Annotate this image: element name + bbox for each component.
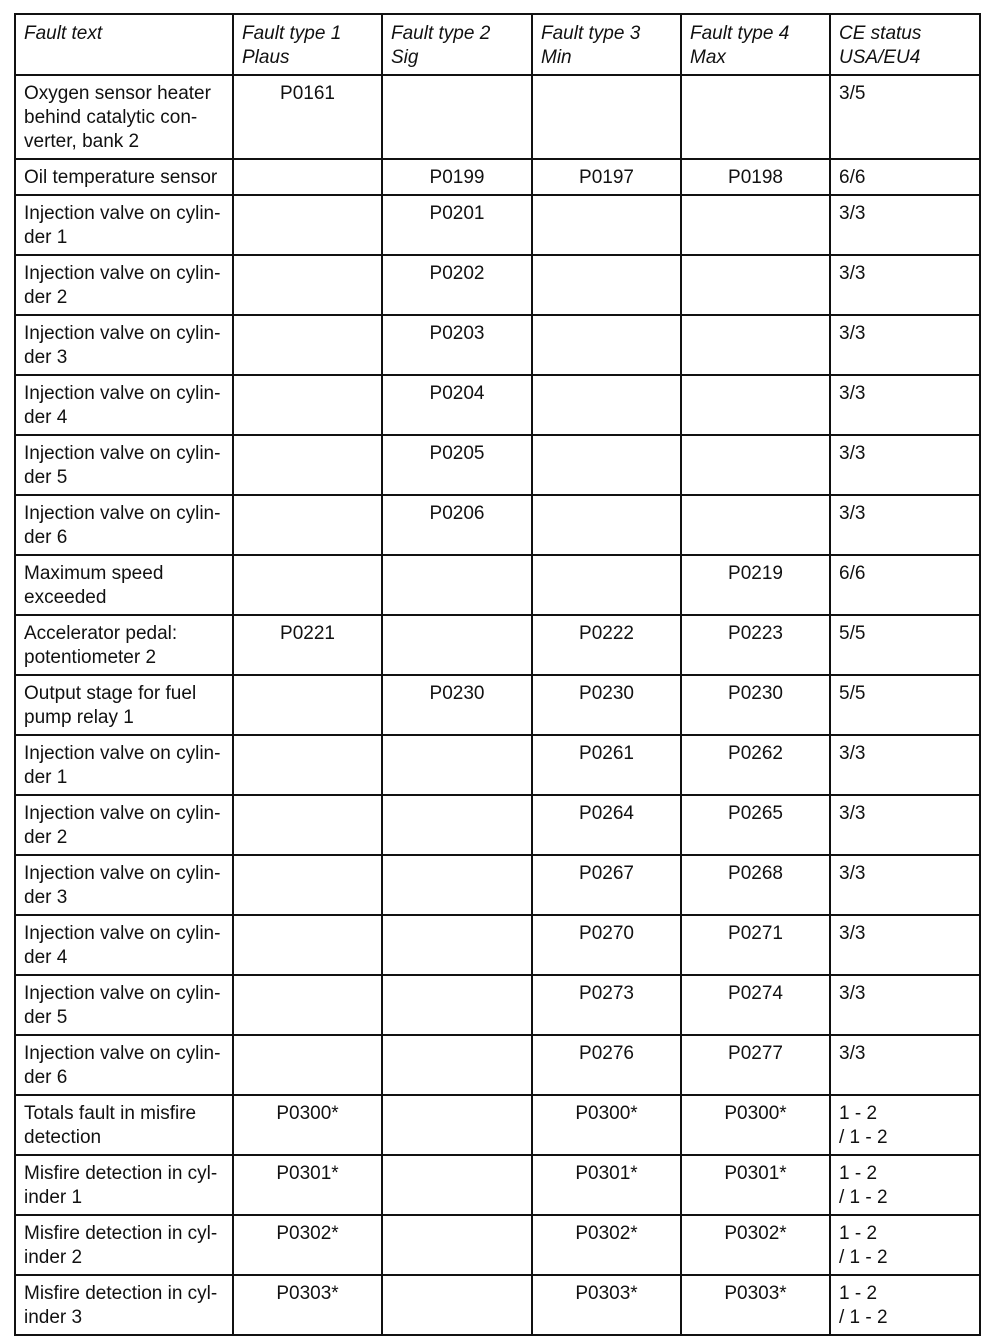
fault-text-cell [15, 555, 233, 615]
fault-text-line: Injection valve on cylin- [24, 983, 221, 1004]
ce-status-line: 3/3 [839, 803, 866, 824]
fault-code-plaus [233, 855, 382, 915]
table-row [15, 1095, 980, 1155]
ce-status-cell [830, 615, 980, 675]
fault-text-cell [15, 495, 233, 555]
fault-code-sig [382, 1035, 532, 1095]
fault-code-plaus: P0161 [233, 75, 382, 159]
ce-status-line: 3/3 [839, 263, 866, 284]
ce-status-cell [830, 1155, 980, 1215]
ce-status-line: 3/3 [839, 923, 866, 944]
fault-text-cell [15, 795, 233, 855]
fault-text-cell [15, 675, 233, 735]
fault-text-cell [15, 255, 233, 315]
fault-text-line: inder 2 [24, 1247, 83, 1268]
fault-text-cell [15, 915, 233, 975]
fault-code-min: P0276 [532, 1035, 681, 1095]
ce-status-line: 5/5 [839, 623, 866, 644]
ce-status-line: 6/6 [839, 563, 866, 584]
ce-status-cell [830, 675, 980, 735]
ce-status-line: / 1 - 2 [839, 1127, 888, 1148]
fault-text-line: der 2 [24, 287, 68, 308]
fault-code-max: P0230 [681, 675, 830, 735]
fault-code-max: P0198 [681, 159, 830, 195]
header-line: Fault type 3 [541, 23, 641, 44]
table-row [15, 1155, 980, 1215]
fault-text-line: Output stage for fuel [24, 683, 197, 704]
fault-code-plaus: P0221 [233, 615, 382, 675]
fault-text-line: Misfire detection in cyl- [24, 1283, 218, 1304]
table-row [15, 1275, 980, 1335]
ce-status-line: 1 - 2 [839, 1103, 878, 1124]
ce-status-cell [830, 795, 980, 855]
fault-text-cell [15, 735, 233, 795]
fault-code-plaus [233, 795, 382, 855]
fault-text-line: Injection valve on cylin- [24, 443, 221, 464]
table-row [15, 375, 980, 435]
fault-text-line: Injection valve on cylin- [24, 203, 221, 224]
fault-code-min: P0301* [532, 1155, 681, 1215]
fault-code-sig [382, 975, 532, 1035]
table-row [15, 75, 980, 159]
table-row [15, 1035, 980, 1095]
header-fault-type-1 [233, 14, 382, 75]
fault-code-max: P0268 [681, 855, 830, 915]
fault-text-cell [15, 1035, 233, 1095]
header-line: CE status [839, 23, 922, 44]
ce-status-cell [830, 255, 980, 315]
fault-text-line: Injection valve on cylin- [24, 743, 221, 764]
fault-text-line: detection [24, 1127, 102, 1148]
fault-code-plaus [233, 375, 382, 435]
table-body [15, 75, 980, 1335]
fault-code-min: P0273 [532, 975, 681, 1035]
table-row [15, 975, 980, 1035]
ce-status-line: / 1 - 2 [839, 1187, 888, 1208]
ce-status-cell [830, 915, 980, 975]
ce-status-cell [830, 435, 980, 495]
fault-code-sig [382, 1155, 532, 1215]
table-row [15, 795, 980, 855]
fault-code-min [532, 375, 681, 435]
header-subline: Sig [391, 47, 419, 68]
fault-code-sig [382, 1215, 532, 1275]
ce-status-line: 3/3 [839, 743, 866, 764]
fault-code-min: P0197 [532, 159, 681, 195]
fault-code-max: P0271 [681, 915, 830, 975]
fault-code-plaus [233, 495, 382, 555]
fault-text-line: der 4 [24, 947, 68, 968]
ce-status-cell [830, 315, 980, 375]
ce-status-cell [830, 195, 980, 255]
fault-text-line: Maximum speed [24, 563, 164, 584]
fault-text-line: der 5 [24, 1007, 68, 1028]
ce-status-cell [830, 735, 980, 795]
fault-code-plaus: P0303* [233, 1275, 382, 1335]
header-subline: USA/EU4 [839, 47, 921, 68]
fault-code-max: P0303* [681, 1275, 830, 1335]
fault-code-max [681, 255, 830, 315]
ce-status-cell [830, 1215, 980, 1275]
fault-code-plaus [233, 735, 382, 795]
fault-code-sig: P0205 [382, 435, 532, 495]
fault-code-min [532, 75, 681, 159]
ce-status-line: 5/5 [839, 683, 866, 704]
ce-status-line: / 1 - 2 [839, 1247, 888, 1268]
fault-code-sig: P0206 [382, 495, 532, 555]
fault-code-min: P0222 [532, 615, 681, 675]
fault-code-max: P0219 [681, 555, 830, 615]
fault-text-cell [15, 375, 233, 435]
fault-text-line: Injection valve on cylin- [24, 323, 221, 344]
fault-code-plaus [233, 915, 382, 975]
fault-code-sig: P0202 [382, 255, 532, 315]
fault-text-line: Misfire detection in cyl- [24, 1223, 218, 1244]
fault-code-min: P0302* [532, 1215, 681, 1275]
fault-code-min: P0261 [532, 735, 681, 795]
fault-text-line: potentiometer 2 [24, 647, 157, 668]
ce-status-line: 1 - 2 [839, 1223, 878, 1244]
fault-code-max: P0274 [681, 975, 830, 1035]
fault-code-plaus [233, 195, 382, 255]
header-line: Fault type 1 [242, 23, 342, 44]
ce-status-line: 3/3 [839, 323, 866, 344]
fault-code-sig [382, 795, 532, 855]
ce-status-cell [830, 555, 980, 615]
ce-status-cell [830, 159, 980, 195]
table-header-row [15, 14, 980, 75]
ce-status-line: 1 - 2 [839, 1163, 878, 1184]
fault-text-line: pump relay 1 [24, 707, 134, 728]
fault-code-min: P0300* [532, 1095, 681, 1155]
fault-code-max: P0301* [681, 1155, 830, 1215]
ce-status-line: 3/3 [839, 203, 866, 224]
fault-code-min [532, 435, 681, 495]
fault-text-line: verter, bank 2 [24, 131, 140, 152]
header-fault-type-4 [681, 14, 830, 75]
fault-text-line: inder 1 [24, 1187, 83, 1208]
fault-text-line: Injection valve on cylin- [24, 863, 221, 884]
ce-status-line: 3/5 [839, 83, 866, 104]
fault-code-max: P0223 [681, 615, 830, 675]
fault-text-line: der 5 [24, 467, 68, 488]
fault-code-max: P0265 [681, 795, 830, 855]
fault-code-plaus [233, 159, 382, 195]
table-row [15, 555, 980, 615]
fault-code-max [681, 495, 830, 555]
fault-text-line: Injection valve on cylin- [24, 263, 221, 284]
ce-status-cell [830, 1095, 980, 1155]
fault-code-max: P0302* [681, 1215, 830, 1275]
fault-text-line: behind catalytic con- [24, 107, 198, 128]
fault-text-line: der 1 [24, 227, 68, 248]
ce-status-cell [830, 75, 980, 159]
fault-text-line: Injection valve on cylin- [24, 503, 221, 524]
fault-code-max [681, 315, 830, 375]
fault-text-line: Accelerator pedal: [24, 623, 178, 644]
fault-text-cell [15, 315, 233, 375]
fault-code-max: P0262 [681, 735, 830, 795]
ce-status-line: 6/6 [839, 167, 866, 188]
fault-text-line: Totals fault in misfire [24, 1103, 197, 1124]
fault-code-sig: P0201 [382, 195, 532, 255]
header-ce-status [830, 14, 980, 75]
fault-text-line: Oil temperature sensor [24, 167, 218, 188]
table-row [15, 1215, 980, 1275]
table-row [15, 735, 980, 795]
fault-code-sig [382, 1095, 532, 1155]
fault-code-max [681, 435, 830, 495]
header-fault-type-3 [532, 14, 681, 75]
fault-code-plaus: P0300* [233, 1095, 382, 1155]
fault-code-sig: P0230 [382, 675, 532, 735]
ce-status-cell [830, 375, 980, 435]
fault-text-cell [15, 75, 233, 159]
fault-text-cell [15, 855, 233, 915]
fault-text-cell [15, 1095, 233, 1155]
ce-status-line: 3/3 [839, 863, 866, 884]
ce-status-line: 3/3 [839, 983, 866, 1004]
fault-code-plaus [233, 975, 382, 1035]
fault-code-sig: P0199 [382, 159, 532, 195]
fault-text-line: Injection valve on cylin- [24, 1043, 221, 1064]
fault-text-line: der 4 [24, 407, 68, 428]
fault-code-sig [382, 855, 532, 915]
fault-text-cell [15, 975, 233, 1035]
header-fault-text [15, 14, 233, 75]
fault-code-max [681, 375, 830, 435]
fault-text-cell [15, 1155, 233, 1215]
fault-text-line: Injection valve on cylin- [24, 923, 221, 944]
fault-text-line: inder 3 [24, 1307, 83, 1328]
fault-code-min: P0303* [532, 1275, 681, 1335]
ce-status-cell [830, 1275, 980, 1335]
fault-code-sig [382, 915, 532, 975]
ce-status-line: / 1 - 2 [839, 1307, 888, 1328]
ce-status-line: 3/3 [839, 503, 866, 524]
fault-text-line: Oxygen sensor heater [24, 83, 211, 104]
fault-text-cell [15, 195, 233, 255]
ce-status-line: 3/3 [839, 443, 866, 464]
fault-code-min: P0230 [532, 675, 681, 735]
fault-text-cell [15, 159, 233, 195]
ce-status-cell [830, 495, 980, 555]
fault-code-plaus [233, 675, 382, 735]
fault-text-cell [15, 1275, 233, 1335]
table-row [15, 915, 980, 975]
ce-status-line: 3/3 [839, 1043, 866, 1064]
fault-code-sig: P0204 [382, 375, 532, 435]
fault-code-sig [382, 555, 532, 615]
table-row [15, 675, 980, 735]
header-line: Fault type 4 [690, 23, 790, 44]
fault-text-line: der 3 [24, 347, 68, 368]
table-row [15, 495, 980, 555]
fault-code-plaus [233, 435, 382, 495]
fault-text-line: der 3 [24, 887, 68, 908]
fault-code-plaus: P0301* [233, 1155, 382, 1215]
header-line: Fault type 2 [391, 23, 491, 44]
fault-code-max [681, 195, 830, 255]
fault-code-max [681, 75, 830, 159]
fault-code-sig [382, 735, 532, 795]
header-fault-type-2 [382, 14, 532, 75]
fault-text-line: der 2 [24, 827, 68, 848]
fault-text-line: der 1 [24, 767, 68, 788]
table-row [15, 615, 980, 675]
ce-status-line: 1 - 2 [839, 1283, 878, 1304]
fault-code-sig [382, 1275, 532, 1335]
ce-status-cell [830, 975, 980, 1035]
fault-text-line: exceeded [24, 587, 107, 608]
fault-text-line: Misfire detection in cyl- [24, 1163, 218, 1184]
fault-text-line: Injection valve on cylin- [24, 383, 221, 404]
fault-code-min: P0264 [532, 795, 681, 855]
fault-code-max: P0300* [681, 1095, 830, 1155]
header-subline: Plaus [242, 47, 290, 68]
fault-code-min [532, 255, 681, 315]
fault-code-plaus [233, 315, 382, 375]
table-row [15, 435, 980, 495]
fault-code-min [532, 315, 681, 375]
fault-code-min [532, 555, 681, 615]
fault-text-cell [15, 435, 233, 495]
header-subline: Min [541, 47, 572, 68]
table-row [15, 195, 980, 255]
table-row [15, 855, 980, 915]
ce-status-cell [830, 855, 980, 915]
fault-code-plaus: P0302* [233, 1215, 382, 1275]
fault-text-cell [15, 615, 233, 675]
fault-code-min: P0267 [532, 855, 681, 915]
fault-code-plaus [233, 1035, 382, 1095]
fault-code-table [14, 13, 981, 1336]
fault-code-plaus [233, 555, 382, 615]
fault-code-sig [382, 75, 532, 159]
ce-status-line: 3/3 [839, 383, 866, 404]
fault-code-max: P0277 [681, 1035, 830, 1095]
fault-text-line: der 6 [24, 1067, 68, 1088]
fault-code-min [532, 495, 681, 555]
fault-text-line: Injection valve on cylin- [24, 803, 221, 824]
fault-code-sig [382, 615, 532, 675]
table-row [15, 315, 980, 375]
fault-code-min [532, 195, 681, 255]
table-row [15, 159, 980, 195]
fault-text-cell [15, 1215, 233, 1275]
fault-code-min: P0270 [532, 915, 681, 975]
fault-code-plaus [233, 255, 382, 315]
fault-text-line: der 6 [24, 527, 68, 548]
ce-status-cell [830, 1035, 980, 1095]
table-row [15, 255, 980, 315]
header-line: Fault text [24, 23, 103, 44]
fault-code-sig: P0203 [382, 315, 532, 375]
header-subline: Max [690, 47, 726, 68]
